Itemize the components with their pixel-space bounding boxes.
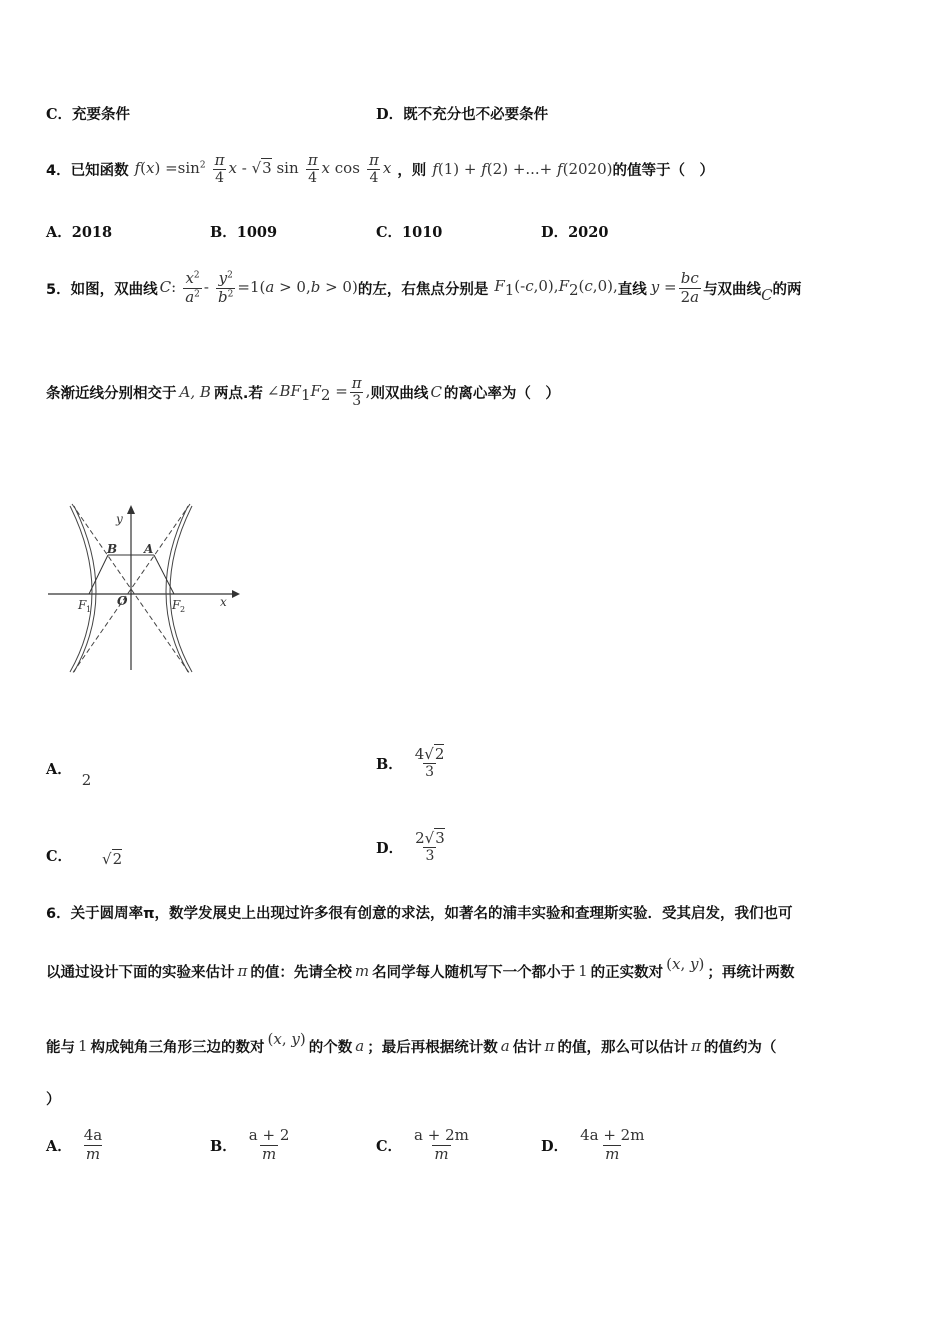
q6-option-a-value: $\frac{4a}{m}$ [83,1126,103,1163]
q5-option-c-label: C． [46,847,73,865]
q5-option-b [376,738,448,788]
q4-sum-formula: f(1) + f(2) +...+ f(2020) [432,160,613,178]
q5-text4: 与双曲线 [703,281,762,298]
q6-stem-line3 [46,1028,776,1064]
q6-a-symbol-2: a [500,1037,510,1055]
q5-line2a: 条渐近线分别相交于 [46,385,177,402]
label-f1: F [78,598,87,612]
q6-option-d-label: D． [541,1137,569,1155]
label-x: x [220,595,227,609]
q5-stem-line1 [46,262,802,314]
q5-option-a [46,758,92,789]
x-axis-arrow [232,590,240,598]
q6-option-d-value: $\frac{4a + 2m}{m}$ [580,1126,645,1163]
q6-one-symbol-2: 1 [78,1037,88,1055]
q5-angle-formula: $\angle BF_1F_2$ = $\frac{\pi}{3}$ , [266,373,371,410]
q6-option-b [210,1122,293,1168]
q6-pair-symbol-2: (x, y) [267,1030,306,1048]
q6-a-symbol: a [355,1037,365,1055]
q6-l3b: 构成钝角三角形三边的数对 [90,1039,265,1056]
q6-l3a: 能与 [46,1039,75,1056]
q4-stem [46,145,714,193]
q6-option-d [541,1122,648,1168]
q6-option-c-value: $\frac{a + 2m}{m}$ [414,1126,469,1163]
q4-option-d: D．2020 [541,224,609,241]
label-y: y [116,512,123,526]
q6-stem-line2 [46,954,794,988]
q6-option-b-value: $\frac{a + 2}{m}$ [248,1126,290,1163]
q6-one-symbol: 1 [578,962,588,980]
q6-stem-line1: 6．关于圆周率π，数学发展史上出现过许多很有创意的求法，如著名的浦丰实验和查理斯实验．受其启发，我们也可 [46,906,793,922]
q6-l3f: 的值，那么可以估计 [557,1039,689,1056]
q6-l2c: 名同学每人随机写下一个都小于 [372,964,576,981]
q5-ab-symbols: A, B [179,383,211,401]
label-a: A [144,542,154,556]
q4-lead: 已知函数 [70,162,129,179]
q3-option-d: D．既不充分也不必要条件 [376,106,549,123]
q5-hyperbola-figure [44,496,244,678]
q6-l3e: 估计 [512,1039,542,1056]
q4-function-formula: $f(x) =\sin^2$ $\frac{\pi}{4}$ x - √3 sin $\frac{\pi}{4}$ x cos $\frac{\pi}{4}$ x [134,150,392,187]
q5-line2b: 两点.若 [213,385,263,402]
q5-text5: 的两 [772,281,802,298]
q5-option-d-label: D． [376,839,404,857]
segment-f1-b [89,555,108,594]
q5-c-symbol: C [761,286,773,304]
q4-tail: 的值等于（ ） [612,162,714,179]
q5-lead: 如图，双曲线 [70,281,158,298]
q6-stem-line4: ） [46,1092,61,1108]
q6-option-a-label: A． [46,1137,72,1155]
q6-l3c: 的个数 [308,1039,353,1056]
right-branch [170,506,192,672]
q5-option-a-value: 2 [81,771,92,789]
q6-l2a: 以通过设计下面的实验来估计 [46,964,235,981]
q4-connector: ，则 [397,162,427,179]
right-branch-inner [166,506,188,672]
q5-line2d: 的离心率为（ ） [443,385,560,402]
q5-text3: 直线 [617,281,647,298]
y-axis-arrow [127,505,135,514]
q6-l2d: 的正实数对 [590,964,664,981]
q6-option-a [46,1122,106,1168]
q6-option-c [376,1122,473,1168]
q5-hyperbola-formula: C: $\frac{x^2}{a^2}$ - $\frac{y^2}{b^2}$ =1(a > 0,b > 0) [159,269,358,306]
q3-option-c: C．充要条件 [46,106,131,123]
q5-option-a-label: A． [46,761,72,778]
q5-option-d [376,823,449,871]
label-b: B [107,542,118,556]
q6-m-symbol: m [354,962,370,980]
q6-l3g: 的值约为（ [703,1039,777,1056]
left-branch [70,506,92,672]
q4-number: 4． [46,162,71,179]
q5-foci-formula: $F_1(-c,0),F_2(c,0)$, [494,277,618,299]
q6-pi-symbol-2: π [544,1037,555,1055]
q6-l3d: ；最后再根据统计数 [367,1039,498,1056]
q5-option-b-value: $\frac{4√2}{3}$ [414,744,445,781]
q5-line-formula: y = $\frac{bc}{2a}$ [650,269,700,306]
q5-text2: 的左，右焦点分别是 [357,281,489,298]
label-f2: F [172,598,181,612]
q6-l2e: ；再统计两数 [707,964,795,981]
q6-pair-symbol: (x, y) [666,955,705,973]
q6-pi-symbol: π [237,962,248,980]
q5-number: 5． [46,281,71,298]
label-f2-sub: 2 [180,605,186,614]
q4-option-b: B．1009 [210,224,278,241]
q5-option-c-value: √2 [102,850,123,868]
q5-line2c: 则双曲线 [370,385,429,402]
label-f1-sub: 1 [86,605,92,614]
q4-option-a: A．2018 [46,224,113,241]
q4-option-c: C．1010 [376,224,443,241]
q6-option-c-label: C． [376,1137,403,1155]
q5-option-b-label: B． [376,755,403,773]
q6-l2b: 的值：先请全校 [250,964,352,981]
q5-option-c [46,842,122,868]
q5-stem-line2 [46,367,560,417]
q5-option-d-value: $\frac{2√3}{3}$ [415,828,445,865]
q6-pi-symbol-3: π [691,1037,701,1055]
q6-option-b-label: B． [210,1137,237,1155]
left-branch-inner [74,506,96,672]
q5-c-symbol-2: C [430,383,442,401]
label-o: O [117,594,128,608]
